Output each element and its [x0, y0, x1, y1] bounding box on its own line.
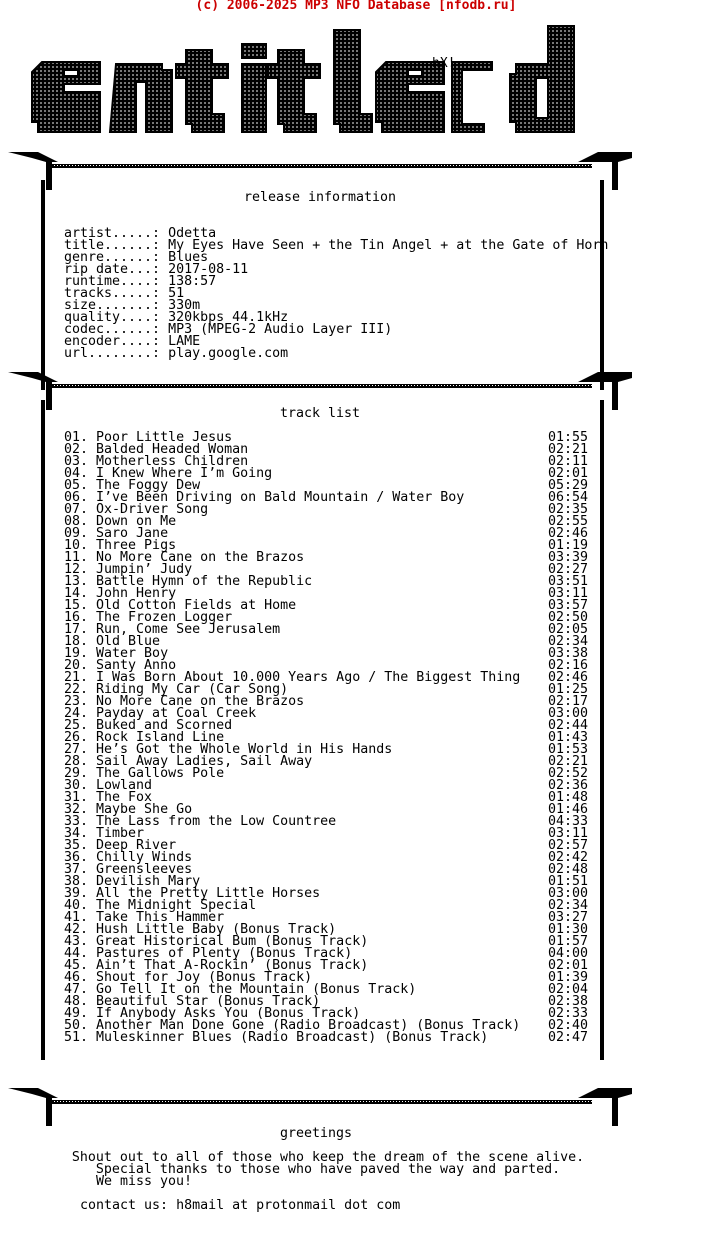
track-duration: 02:34 [547, 898, 588, 913]
track-title: 49. If Anybody Asks You (Bonus Track) [64, 1006, 361, 1021]
track-duration: 02:46 [547, 670, 588, 685]
track-title: 25. Buked and Scorned [64, 718, 233, 733]
track-duration: 02:40 [547, 1018, 588, 1033]
track-title: 28. Sail Away Ladies, Sail Away [64, 754, 313, 769]
track-title: 23. No More Cane on the Brazos [64, 694, 305, 709]
track-duration: 02:44 [547, 718, 588, 733]
track-duration: 03:11 [547, 826, 588, 841]
frame-divider [8, 146, 632, 190]
track-duration: 02:21 [547, 442, 588, 457]
track-duration: 02:52 [547, 766, 588, 781]
release-field-row [64, 348, 608, 360]
release-field-value: play.google.com [168, 346, 289, 361]
track-duration: 02:04 [547, 982, 588, 997]
release-field-label: url........: [64, 346, 161, 361]
track-title: 03. Motherless Children [64, 454, 249, 469]
track-duration: 04:00 [547, 946, 588, 961]
release-field-label: encoder....: [64, 334, 161, 349]
release-field-value: MP3 (MPEG-2 Audio Layer III) [168, 322, 393, 337]
release-field-value: 330m [168, 298, 201, 313]
track-duration: 02:55 [547, 514, 588, 529]
track-duration: 01:51 [547, 874, 588, 889]
track-title: 51. Muleskinner Blues (Radio Broadcast) (Bonus Track) [64, 1030, 489, 1045]
track-duration: 02:34 [547, 634, 588, 649]
track-title: 12. Jumpin’ Judy [64, 562, 193, 577]
track-duration: 03:38 [547, 646, 588, 661]
release-field-label: quality....: [64, 310, 161, 325]
track-duration: 02:05 [547, 622, 588, 637]
logo-tag: hX! [432, 56, 456, 71]
track-title: 36. Chilly Winds [64, 850, 193, 865]
track-title: 38. Devilish Mary [64, 874, 201, 889]
track-duration: 03:00 [547, 706, 588, 721]
track-duration: 01:55 [547, 430, 588, 445]
track-title: 01. Poor Little Jesus [64, 430, 233, 445]
track-duration: 01:53 [547, 742, 588, 757]
frame-left-rule [41, 180, 45, 390]
track-title: 48. Beautiful Star (Bonus Track) [64, 994, 321, 1009]
track-duration: 02:36 [547, 778, 588, 793]
release-field-value: LAME [168, 334, 201, 349]
track-title: 05. The Foggy Dew [64, 478, 201, 493]
track-title: 10. Three Pigs [64, 538, 177, 553]
nfodb-header-link[interactable]: (c) 2006-2025 MP3 NFO Database [nfodb.ru] [195, 0, 517, 13]
track-duration: 02:01 [547, 958, 588, 973]
track-title: 27. He’s Got the Whole World in His Hands [64, 742, 393, 757]
track-duration: 02:16 [547, 658, 588, 673]
track-title: 24. Payday at Coal Creek [64, 706, 257, 721]
track-title: 29. The Gallows Pole [64, 766, 225, 781]
track-duration: 01:19 [547, 538, 588, 553]
track-title: 07. Ox-Driver Song [64, 502, 209, 517]
release-field-label: codec......: [64, 322, 161, 337]
frame-left-rule [41, 400, 45, 1060]
track-duration: 01:25 [547, 682, 588, 697]
release-field-label: rip date...: [64, 262, 161, 277]
contact-line: contact us: h8mail at protonmail dot com [80, 1198, 401, 1213]
release-field-value: 2017-08-11 [168, 262, 249, 277]
greetings-heading: greetings [279, 1126, 353, 1141]
track-duration: 01:48 [547, 790, 588, 805]
release-field-label: title......: [64, 238, 161, 253]
release-field-label: size.......: [64, 298, 161, 313]
release-field-value: 320kbps 44.1kHz [168, 310, 289, 325]
track-title: 40. The Midnight Special [64, 898, 257, 913]
track-duration: 02:46 [547, 526, 588, 541]
track-duration: 01:57 [547, 934, 588, 949]
track-duration: 02:57 [547, 838, 588, 853]
track-duration: 02:17 [547, 694, 588, 709]
release-info-fields [64, 228, 608, 360]
track-duration: 02:27 [547, 562, 588, 577]
track-title: 44. Pastures of Plenty (Bonus Track) [64, 946, 353, 961]
track-duration: 02:35 [547, 502, 588, 517]
track-title: 50. Another Man Done Gone (Radio Broadcast) (Bonus Track) [64, 1018, 521, 1033]
release-field-label: tracks.....: [64, 286, 161, 301]
track-title: 18. Old Blue [64, 634, 161, 649]
release-field-label: genre......: [64, 250, 161, 265]
track-title: 22. Riding My Car (Car Song) [64, 682, 289, 697]
track-duration: 03:27 [547, 910, 588, 925]
track-title: 09. Saro Jane [64, 526, 169, 541]
greetings-line: Special thanks to those who have paved the way and parted. [95, 1162, 561, 1177]
frame-right-rule [600, 400, 604, 1060]
track-title: 02. Balded Headed Woman [64, 442, 249, 457]
track-title: 13. Battle Hymn of the Republic [64, 574, 313, 589]
track-duration: 06:54 [547, 490, 588, 505]
release-info-heading: release information [243, 190, 397, 205]
track-title: 21. I Was Born About 10.000 Years Ago / The Biggest Thing [64, 670, 521, 685]
track-title: 15. Old Cotton Fields at Home [64, 598, 297, 613]
track-duration: 03:57 [547, 598, 588, 613]
track-title: 20. Santy Anno [64, 658, 177, 673]
frame-divider [8, 366, 632, 410]
track-duration: 02:01 [547, 466, 588, 481]
track-title: 11. No More Cane on the Brazos [64, 550, 305, 565]
track-title: 16. The Frozen Logger [64, 610, 233, 625]
track-title: 04. I Knew Where I’m Going [64, 466, 273, 481]
track-duration: 02:21 [547, 754, 588, 769]
release-field-value: Blues [168, 250, 209, 265]
entitled-logo [28, 22, 638, 140]
track-duration: 02:33 [547, 1006, 588, 1021]
track-duration: 04:33 [547, 814, 588, 829]
track-title: 32. Maybe She Go [64, 802, 193, 817]
release-field-value: Odetta [168, 226, 217, 241]
track-title: 37. Greensleeves [64, 862, 193, 877]
track-duration: 03:11 [547, 586, 588, 601]
track-title: 19. Water Boy [64, 646, 169, 661]
track-title: 34. Timber [64, 826, 145, 841]
track-duration: 01:30 [547, 922, 588, 937]
track-duration: 03:39 [547, 550, 588, 565]
track-title: 30. Lowland [64, 778, 153, 793]
track-title: 39. All the Pretty Little Horses [64, 886, 321, 901]
release-field-label: runtime....: [64, 274, 161, 289]
track-row [64, 1032, 588, 1044]
track-title: 08. Down on Me [64, 514, 177, 529]
track-title: 26. Rock Island Line [64, 730, 225, 745]
track-title: 33. The Lass from the Low Countree [64, 814, 337, 829]
frame-divider [8, 1082, 632, 1126]
track-title: 35. Deep River [64, 838, 177, 853]
track-title: 43. Great Historical Bum (Bonus Track) [64, 934, 369, 949]
tracklist-heading: track list [279, 406, 361, 421]
release-field-value: 138:57 [168, 274, 217, 289]
release-field-value: My Eyes Have Seen + the Tin Angel + at the Gate of Horn [168, 238, 609, 253]
greetings-line: We miss you! [96, 1174, 193, 1189]
track-duration: 01:43 [547, 730, 588, 745]
track-duration: 02:48 [547, 862, 588, 877]
release-field-value: 51 [168, 286, 185, 301]
track-title: 17. Run, Come See Jerusalem [64, 622, 281, 637]
release-field-label: artist.....: [64, 226, 161, 241]
track-title: 41. Take This Hammer [64, 910, 225, 925]
track-duration: 05:29 [547, 478, 588, 493]
track-title: 47. Go Tell It on the Mountain (Bonus Track) [64, 982, 417, 997]
track-title: 46. Shout for Joy (Bonus Track) [64, 970, 313, 985]
track-duration: 02:38 [547, 994, 588, 1009]
track-title: 14. John Henry [64, 586, 177, 601]
track-title: 31. The Fox [64, 790, 153, 805]
track-duration: 02:42 [547, 850, 588, 865]
track-duration: 02:47 [547, 1030, 588, 1045]
track-title: 42. Hush Little Baby (Bonus Track) [64, 922, 337, 937]
track-duration: 02:11 [547, 454, 588, 469]
greetings-line: Shout out to all of those who keep the dream of the scene alive. [71, 1150, 585, 1165]
track-duration: 03:00 [547, 886, 588, 901]
track-duration: 01:46 [547, 802, 588, 817]
track-duration: 01:39 [547, 970, 588, 985]
track-duration: 03:51 [547, 574, 588, 589]
track-title: 45. Ain’t That A-Rockin’ (Bonus Track) [64, 958, 369, 973]
track-duration: 02:50 [547, 610, 588, 625]
track-title: 06. I’ve Been Driving on Bald Mountain / Water Boy [64, 490, 465, 505]
